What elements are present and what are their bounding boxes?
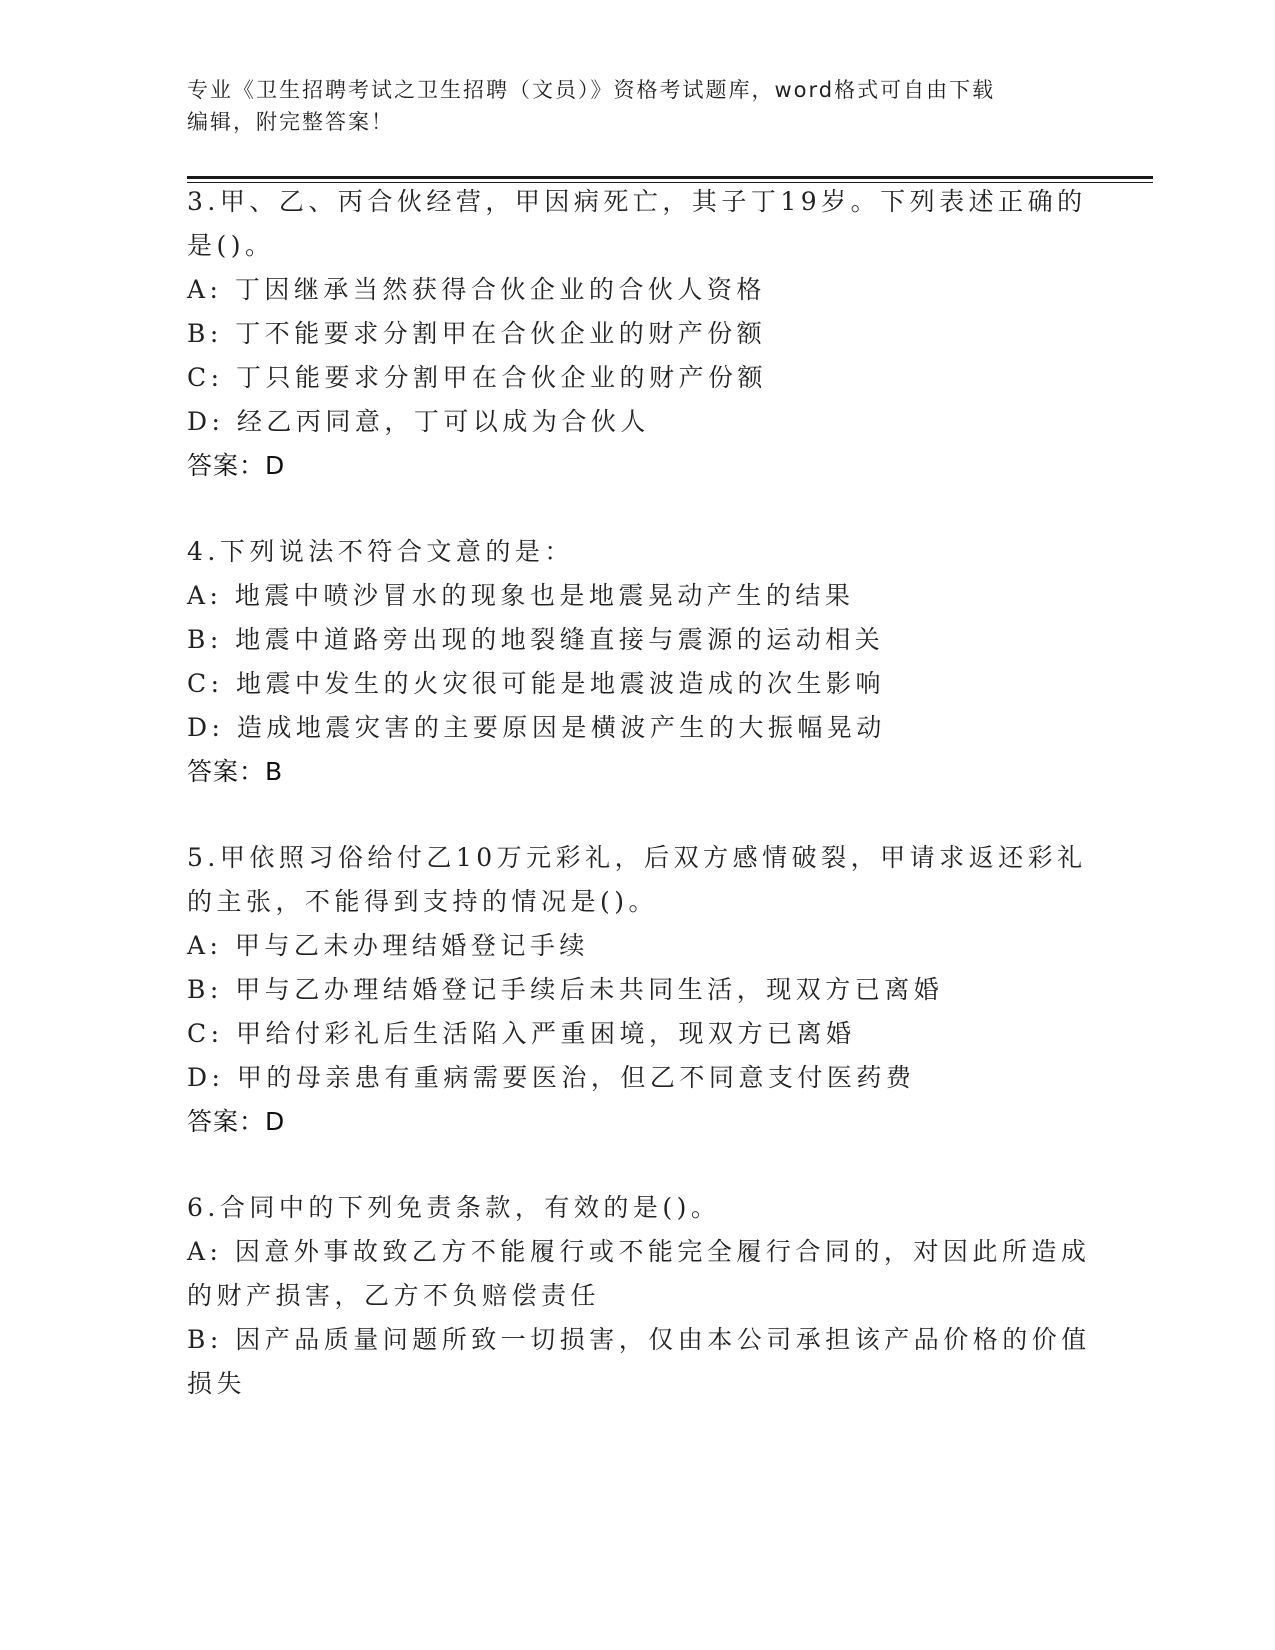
question-5-stem-line-1: 5.甲依照习俗给付乙10万元彩礼，后双方感情破裂，甲请求返还彩礼 [187, 843, 1087, 872]
question-6-option-a-line-1: A: 因意外事故致乙方不能履行或不能完全履行合同的，对因此所造成 [187, 1237, 1091, 1266]
question-5-answer: 答案：D [187, 1107, 286, 1136]
question-3-stem-line-2: 是()。 [187, 231, 275, 260]
question-4-option-d: D: 造成地震灾害的主要原因是横波产生的大振幅晃动 [187, 713, 886, 742]
question-3-option-b: B: 丁不能要求分割甲在合伙企业的财产份额 [187, 319, 767, 348]
question-3-stem-line-1: 3.甲、乙、丙合伙经营，甲因病死亡，其子丁19岁。下列表述正确的 [187, 187, 1087, 216]
question-6-option-a-line-2: 的财产损害，乙方不负赔偿责任 [187, 1281, 601, 1310]
question-6-option-b-line-2: 损失 [187, 1369, 247, 1398]
question-3-option-d: D: 经乙丙同意，丁可以成为合伙人 [187, 407, 650, 436]
question-3-answer: 答案：D [187, 451, 286, 480]
question-4-answer: 答案：B [187, 757, 284, 786]
question-6-option-b-line-1: B: 因产品质量问题所致一切损害，仅由本公司承担该产品价格的价值 [187, 1325, 1091, 1354]
question-4-option-c: C: 地震中发生的火灾很可能是地震波造成的次生影响 [187, 669, 886, 698]
header-divider-thick [187, 176, 1153, 179]
question-5-option-a: A: 甲与乙未办理结婚登记手续 [187, 931, 589, 960]
header-line-1: 专业《卫生招聘考试之卫生招聘（文员）》资格考试题库，word格式可自由下载 [187, 78, 996, 102]
question-4-option-b: B: 地震中道路旁出现的地裂缝直接与震源的运动相关 [187, 625, 885, 654]
question-5-option-c: C: 甲给付彩礼后生活陷入严重困境，现双方已离婚 [187, 1019, 856, 1048]
header-line-2: 编辑，附完整答案！ [187, 110, 394, 134]
question-4-stem-line-1: 4.下列说法不符合文意的是： [187, 537, 574, 566]
question-6-stem-line-1: 6.合同中的下列免责条款，有效的是()。 [187, 1193, 721, 1222]
question-5-stem-line-2: 的主张，不能得到支持的情况是()。 [187, 887, 659, 916]
question-3-option-a: A: 丁因继承当然获得合伙企业的合伙人资格 [187, 275, 766, 304]
question-5-option-b: B: 甲与乙办理结婚登记手续后未共同生活，现双方已离婚 [187, 975, 944, 1004]
question-4-option-a: A: 地震中喷沙冒水的现象也是地震晃动产生的结果 [187, 581, 855, 610]
question-3-option-c: C: 丁只能要求分割甲在合伙企业的财产份额 [187, 363, 767, 392]
header-divider-thin [187, 182, 1153, 183]
document-header [187, 74, 1067, 138]
question-5-option-d: D: 甲的母亲患有重病需要医治，但乙不同意支付医药费 [187, 1063, 916, 1092]
